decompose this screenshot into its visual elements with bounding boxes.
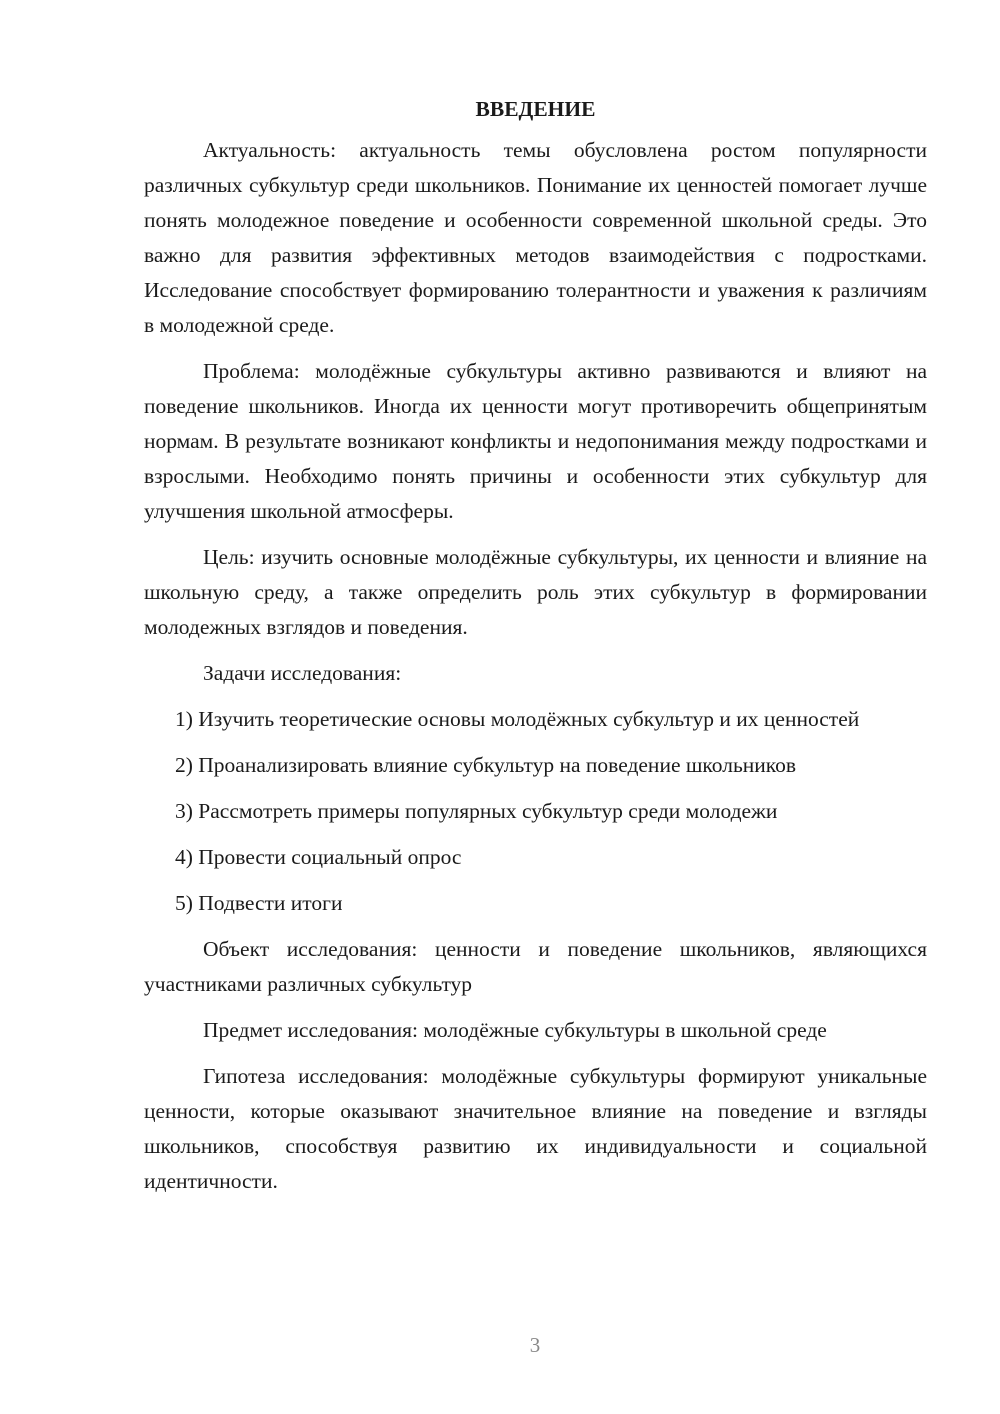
paragraph-hypothesis: Гипотеза исследования: молодёжные субкультуры формируют уникальные ценности, которые оказывают значительное влияние на поведение и взгляды школьников, способствуя развитию их индивидуальности и социальной идентичности. bbox=[144, 1064, 927, 1193]
task-item: 4) Провести социальный опрос bbox=[175, 845, 462, 869]
tasks-heading: Задачи исследования: bbox=[203, 661, 402, 685]
task-item: 5) Подвести итоги bbox=[175, 891, 343, 915]
task-item: 2) Проанализировать влияние субкультур на поведение школьников bbox=[175, 753, 797, 777]
task-item: 3) Рассмотреть примеры популярных субкультур среди молодежи bbox=[175, 799, 778, 823]
paragraph-goal: Цель: изучить основные молодёжные субкультуры, их ценности и влияние на школьную среду, а также определить роль этих субкультур в формировании молодежных взглядов и поведения. bbox=[144, 545, 927, 639]
task-item: 1) Изучить теоретические основы молодёжных субкультур и их ценностей bbox=[175, 707, 860, 731]
paragraph-subject: Предмет исследования: молодёжные субкультуры в школьной среде bbox=[203, 1018, 827, 1042]
page-number: 3 bbox=[529, 1333, 541, 1357]
paragraph-object: Объект исследования: ценности и поведение школьников, являющихся участниками различных субкультур bbox=[144, 937, 927, 996]
page-content bbox=[144, 92, 927, 1210]
paragraph-problem: Проблема: молодёжные субкультуры активно развиваются и влияют на поведение школьников. Иногда их ценности могут противоречить общепринятым нормам. В результате возникают конфликты и недопонимания между подростками и взрослыми. Необходимо понять причины и особенности этих субкультур для улучшения школьной атмосферы. bbox=[144, 359, 927, 523]
section-title: ВВЕДЕНИЕ bbox=[475, 97, 596, 121]
paragraph-relevance: Актуальность: актуальность темы обусловлена ростом популярности различных субкультур среди школьников. Понимание их ценностей помогает лучше понять молодежное поведение и особенности современной школьной среды. Это важно для развития эффективных методов взаимодействия с подростками. Исследование способствует формированию толерантности и уважения к различиям в молодежной среде. bbox=[144, 138, 927, 337]
